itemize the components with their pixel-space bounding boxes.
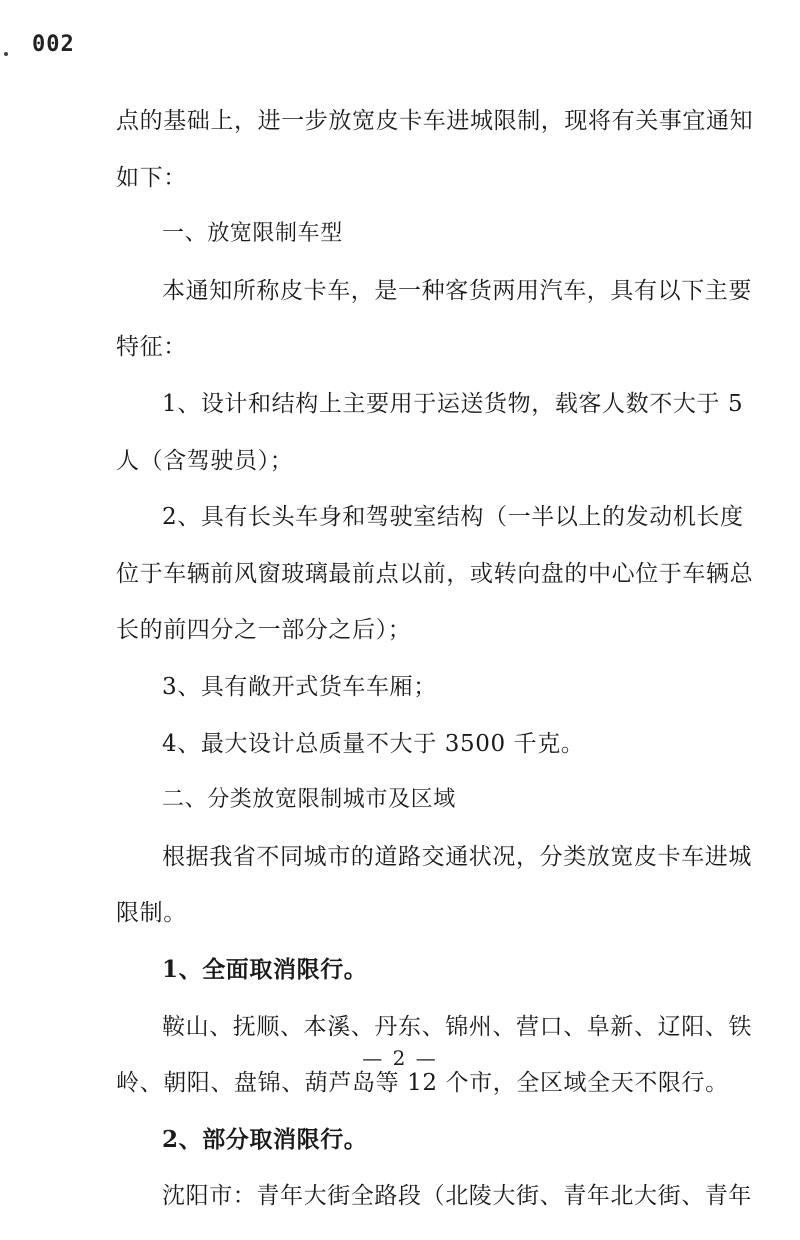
body-line: 点的基础上，进一步放宽皮卡车进城限制，现将有关事宜通知 xyxy=(116,108,754,134)
subheading-1: 1、全面取消限行。 xyxy=(162,955,368,983)
margin-mark xyxy=(4,52,8,56)
section-heading-2: 二、分类放宽限制城市及区域 xyxy=(162,787,456,813)
body-line: 特征： xyxy=(116,334,187,361)
body-line: 人（含驾驶员）； xyxy=(116,447,294,474)
document-body xyxy=(116,108,754,1240)
body-line: 本通知所称皮卡车，是一种客货两用汽车，具有以下主要 xyxy=(162,277,752,304)
body-line: 位于车辆前风窗玻璃最前点以前，或转向盘的中心位于车辆总 xyxy=(116,560,754,587)
body-line: 根据我省不同城市的道路交通状况，分类放宽皮卡车进城 xyxy=(162,843,752,870)
page-stamp: 002 xyxy=(32,32,75,57)
body-line: 长的前四分之一部分之后）； xyxy=(116,617,412,644)
list-item-3: 3、具有敞开式货车车厢； xyxy=(162,673,437,700)
page-number: — 2 — xyxy=(362,1046,438,1070)
list-item-4: 4、最大设计总质量不大于 3500 千克。 xyxy=(162,730,585,757)
body-line: 限制。 xyxy=(116,900,187,927)
list-item-1: 1、设计和结构上主要用于运送货物，载客人数不大于 5 xyxy=(162,390,744,417)
body-line: 沈阳市：青年大街全路段（北陵大街、青年北大街、青年 xyxy=(162,1183,752,1210)
body-line: 如下： xyxy=(116,164,187,191)
subheading-2: 2、部分取消限行。 xyxy=(162,1125,368,1153)
body-line: 鞍山、抚顺、本溪、丹东、锦州、营口、阜新、辽阳、铁 xyxy=(162,1013,752,1040)
body-line: 岭、朝阳、盘锦、葫芦岛等 12 个市，全区域全天不限行。 xyxy=(116,1070,729,1097)
list-item-2: 2、具有长头车身和驾驶室结构（一半以上的发动机长度 xyxy=(162,504,744,531)
section-heading-1: 一、放宽限制车型 xyxy=(162,221,343,247)
